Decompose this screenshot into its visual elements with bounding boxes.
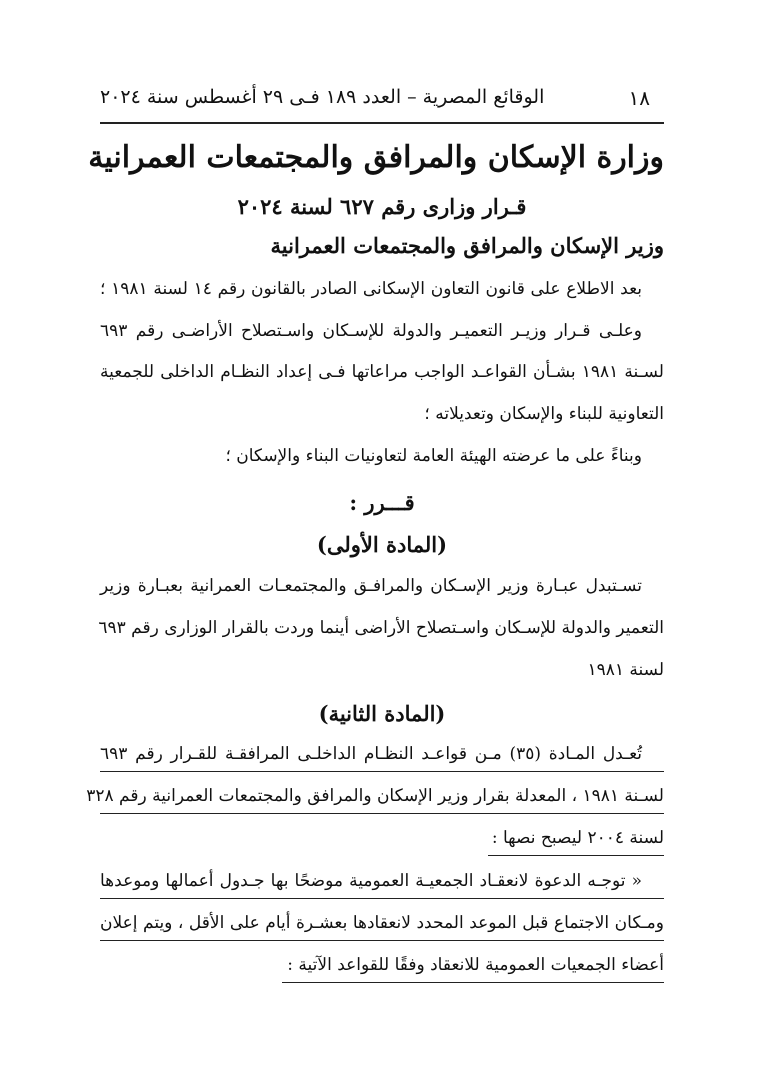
article-2-heading: (المادة الثانية) (318, 701, 446, 726)
underline-rule (282, 982, 664, 983)
preamble-line: لسـنة ١٩٨١ بشـأن القواعـد الواجب مراعاتها فـى إعداد النظـام الداخلى للجمعية (100, 362, 664, 382)
article-1-line: تسـتبدل عبـارة وزير الإسـكان والمرافـق والمجتمعـات العمرانية بعبـارة وزير (100, 576, 642, 596)
article-1-line: لسنة ١٩٨١ (587, 660, 664, 680)
running-title: الوقائع المصرية – العدد ١٨٩ فـى ٢٩ أغسطس سنة ٢٠٢٤ (100, 86, 545, 108)
underline-rule (100, 813, 664, 814)
issuer-line: وزير الإسكان والمرافق والمجتمعات العمرانية (270, 233, 664, 258)
article-2-line: تُعـدل المـادة (٣٥) مـن قواعـد النظـام الداخلـى المرافقـة للقـرار رقم ٦٩٣ (100, 744, 643, 764)
article-1-heading: (المادة الأولى) (316, 532, 448, 557)
underline-rule (100, 898, 664, 899)
running-header (100, 78, 664, 124)
underline-rule (100, 771, 664, 772)
preamble-line: وبناءً على ما عرضته الهيئة العامة لتعاونيات البناء والإسكان ؛ (225, 446, 642, 466)
article-2-line: لسـنة ١٩٨١ ، المعدلة بقرار وزير الإسكان والمرافق والمجتمعات العمرانية رقم ٣٢٨ (86, 786, 664, 806)
page-number: ١٨ (628, 86, 650, 110)
ministry-title: وزارة الإسكان والمرافق والمجتمعات العمرانية (88, 140, 664, 175)
preamble-line: التعاونية للبناء والإسكان وتعديلاته ؛ (424, 404, 664, 424)
amended-text-line: أعضاء الجمعيات العمومية للانعقاد وفقًا للقواعد الآتية : (287, 955, 664, 975)
amended-text-line: « توجـه الدعوة لانعقـاد الجمعيـة العمومية موضحًا بها جـدول أعمالها وموعدها (100, 871, 642, 891)
amended-text-line: ومـكان الاجتماع قبل الموعد المحدد لانعقادها بعشـرة أيام على الأقل ، ويتم إعلان (100, 913, 664, 933)
preamble-line: بعد الاطلاع على قانون التعاون الإسكانى الصادر بالقانون رقم ١٤ لسنة ١٩٨١ ؛ (100, 279, 643, 299)
preamble-line: وعلـى قـرار وزيـر التعميـر والدولة للإسـكان واسـتصلاح الأراضـى رقم ٦٩٣ (100, 321, 642, 341)
decides-heading: قـــرر : (349, 490, 415, 515)
article-1-line: التعمير والدولة للإسـكان واسـتصلاح الأراضى أينما وردت بالقرار الوزارى رقم ٦٩٣ (98, 618, 664, 638)
article-2-line: لسنة ٢٠٠٤ ليصبح نصها : (491, 828, 664, 848)
underline-rule (488, 855, 664, 856)
underline-rule (100, 940, 664, 941)
decree-title: قـرار وزارى رقم ٦٢٧ لسنة ٢٠٢٤ (237, 194, 527, 219)
